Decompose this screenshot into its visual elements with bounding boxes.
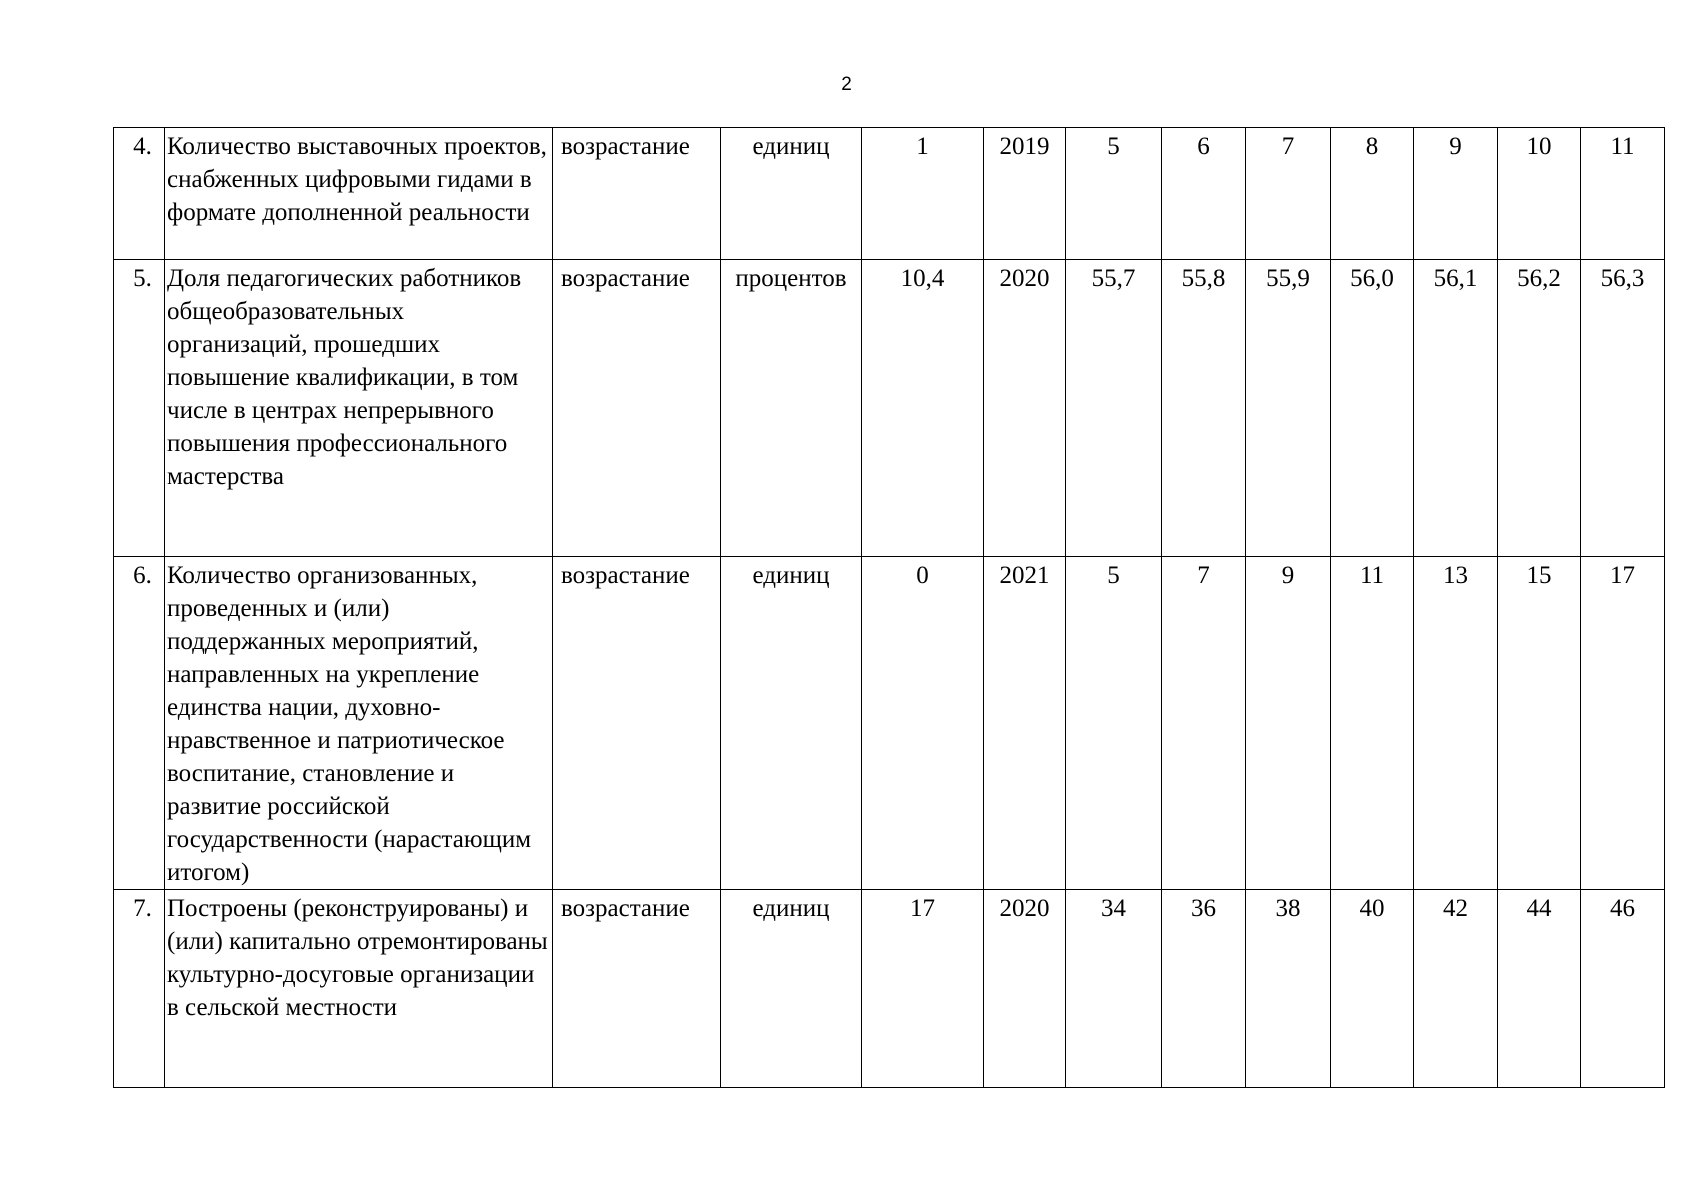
- year-value: 15: [1498, 557, 1581, 890]
- year-value: 44: [1498, 890, 1581, 1088]
- row-number: 6.: [114, 557, 165, 890]
- base-value: 17: [862, 890, 984, 1088]
- base-year: 2020: [984, 260, 1066, 557]
- year-value: 6: [1162, 128, 1246, 260]
- row-number: 4.: [114, 128, 165, 260]
- year-value: 17: [1581, 557, 1665, 890]
- table-row: [114, 260, 1665, 557]
- table-row: [114, 128, 1665, 260]
- table-row: [114, 890, 1665, 1088]
- row-number: 7.: [114, 890, 165, 1088]
- indicators-table: [113, 127, 1665, 1088]
- year-value: 5: [1066, 557, 1162, 890]
- year-value: 38: [1246, 890, 1331, 1088]
- indicator-name: Количество выставочных проектов, снабженных цифровыми гидами в формате дополненной реальности: [165, 128, 553, 260]
- year-value: 56,3: [1581, 260, 1665, 557]
- year-value: 7: [1162, 557, 1246, 890]
- base-year: 2020: [984, 890, 1066, 1088]
- indicator-direction: возрастание: [553, 890, 721, 1088]
- year-value: 55,9: [1246, 260, 1331, 557]
- year-value: 34: [1066, 890, 1162, 1088]
- year-value: 9: [1246, 557, 1331, 890]
- year-value: 46: [1581, 890, 1665, 1088]
- year-value: 9: [1414, 128, 1498, 260]
- indicator-unit: единиц: [721, 557, 862, 890]
- year-value: 56,0: [1331, 260, 1414, 557]
- year-value: 5: [1066, 128, 1162, 260]
- indicator-unit: единиц: [721, 890, 862, 1088]
- page-number: [0, 74, 1697, 96]
- year-value: 10: [1498, 128, 1581, 260]
- indicator-direction: возрастание: [553, 260, 721, 557]
- year-value: 11: [1581, 128, 1665, 260]
- indicator-unit: процентов: [721, 260, 862, 557]
- base-value: 10,4: [862, 260, 984, 557]
- indicator-name: Построены (реконструированы) и (или) капитально отремонтированы культурно-досуговые организации в сельской местности: [165, 890, 553, 1088]
- indicator-direction: возрастание: [553, 557, 721, 890]
- year-value: 40: [1331, 890, 1414, 1088]
- year-value: 56,2: [1498, 260, 1581, 557]
- base-value: 1: [862, 128, 984, 260]
- page-number-text: 2: [841, 74, 852, 95]
- base-year: 2019: [984, 128, 1066, 260]
- indicator-unit: единиц: [721, 128, 862, 260]
- year-value: 55,7: [1066, 260, 1162, 557]
- year-value: 13: [1414, 557, 1498, 890]
- table-row: [114, 557, 1665, 890]
- year-value: 7: [1246, 128, 1331, 260]
- indicator-direction: возрастание: [553, 128, 721, 260]
- year-value: 11: [1331, 557, 1414, 890]
- year-value: 42: [1414, 890, 1498, 1088]
- indicator-name: Количество организованных, проведенных и (или) поддержанных мероприятий, направленных на укрепление единства нации, духовно-нравственное и патриотическое воспитание, становление и развитие российской государственности (нарастающим итогом): [165, 557, 553, 890]
- year-value: 36: [1162, 890, 1246, 1088]
- year-value: 56,1: [1414, 260, 1498, 557]
- year-value: 55,8: [1162, 260, 1246, 557]
- indicator-name: Доля педагогических работников общеобразовательных организаций, прошедших повышение квалификации, в том числе в центрах непрерывного повышения профессионального мастерства: [165, 260, 553, 557]
- base-value: 0: [862, 557, 984, 890]
- row-number: 5.: [114, 260, 165, 557]
- base-year: 2021: [984, 557, 1066, 890]
- year-value: 8: [1331, 128, 1414, 260]
